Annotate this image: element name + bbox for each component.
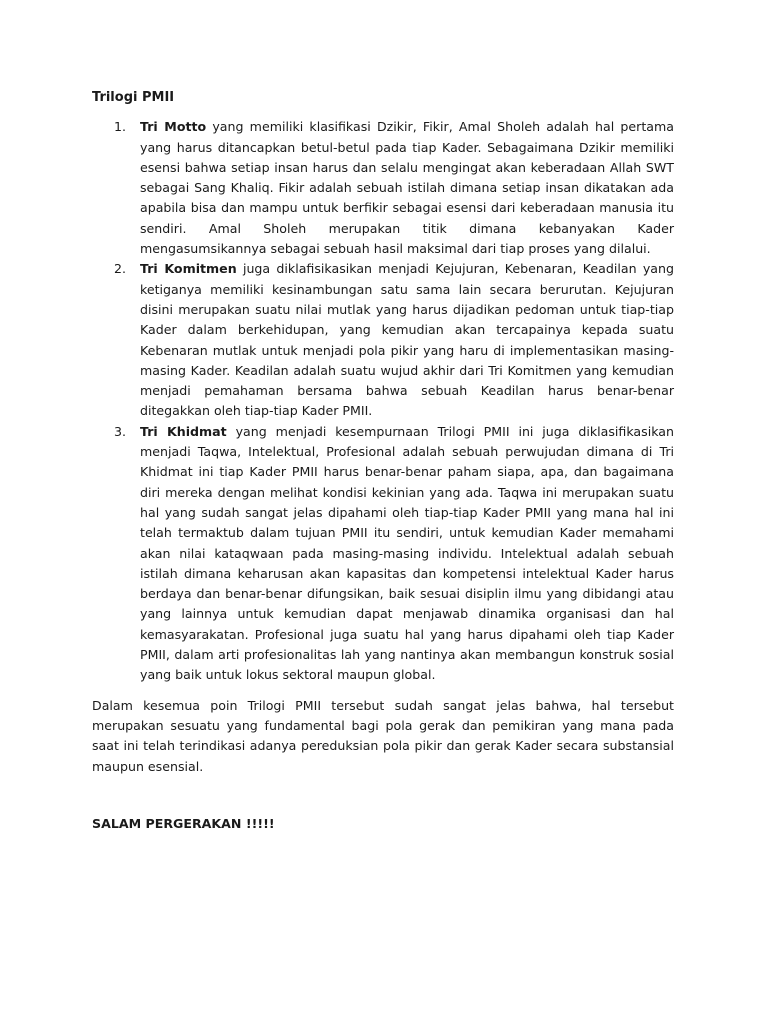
document-page bbox=[92, 88, 674, 834]
list-item-body bbox=[140, 422, 674, 686]
list-item bbox=[92, 117, 674, 259]
list-item-term: Tri Komitmen bbox=[140, 261, 237, 277]
closing-slogan: SALAM PERGERAKAN !!!!! bbox=[92, 815, 275, 831]
conclusion-paragraph: Dalam kesemua poin Trilogi PMII tersebut sudah sangat jelas bahwa, hal tersebut merupakan sesuatu yang fundamental bagi pola gerak dan pemikiran yang mana pada saat ini telah terindikasi adanya pereduksian pola pikir dan gerak Kader secara substansial maupun esensial. bbox=[92, 697, 674, 774]
list-item-body bbox=[140, 259, 674, 421]
list-item-text: juga diklafisikasikan menjadi Kejujuran, Kebenaran, Keadilan yang ketiganya memiliki kesinambungan satu sama lain secara berurutan. Kejujuran disini merupakan suatu nilai mutlak yang harus dijadikan pedoman untuk tiap-tiap Kader dalam berkehidupan, yang kemudian akan tercapainya kepada suatu Kebenaran mutlak untuk menjadi pola pikir yang haru di implementasikan masing-masing Kader. Keadilan adalah suatu wujud akhir dari Tri Komitmen yang kemudian menjadi pemahaman bersama bahwa sebuah Keadilan harus benar-benar ditegakkan oleh tiap-tiap Kader PMII. bbox=[140, 261, 674, 419]
list-item bbox=[92, 259, 674, 421]
document-title: Trilogi PMII bbox=[92, 90, 175, 105]
list-item-text: yang menjadi kesempurnaan Trilogi PMII ini juga diklasifikasikan menjadi Taqwa, Intelektual, Profesional adalah sebuah perwujudan dimana di Tri Khidmat ini tiap Kader PMII harus benar-benar paham siapa, apa, dan bagaimana diri mereka dengan melihat kondisi kekinian yang ada. Taqwa ini merupakan suatu hal yang sudah sangat jelas dipahami oleh tiap-tiap Kader PMII yang mana hal ini telah termaktub dalam tujuan PMII itu sendiri, untuk kemudian Kader memahami akan nilai kataqwaan pada masing-masing individu. Intelektual adalah sebuah istilah dimana keharusan akan kapasitas dan kompetensi intelektual Kader harus berdaya dan benar-benar difungsikan, baik sesuai disiplin ilmu yang dibidangi atau yang lainnya untuk kemudian dapat menjawab dinamika organisasi dan hal kemasyarakatan. Profesional juga suatu hal yang harus dipahami oleh tiap Kader PMII, dalam arti profesionalitas lah yang nantinya akan membangun konstruk sosial yang baik untuk lokus sektoral maupun global. bbox=[140, 423, 674, 683]
list-item-term: Tri Khidmat bbox=[140, 423, 227, 439]
list-item-body bbox=[140, 117, 674, 259]
trilogi-list bbox=[92, 117, 674, 685]
list-item-number: 1. bbox=[114, 119, 127, 135]
list-item-term: Tri Motto bbox=[140, 119, 207, 135]
list-item-number: 2. bbox=[114, 261, 127, 277]
list-item-number: 3. bbox=[114, 423, 127, 439]
list-item bbox=[92, 422, 674, 686]
list-item-text: yang memiliki klasifikasi Dzikir, Fikir, Amal Sholeh adalah hal pertama yang harus ditancapkan betul-betul pada tiap Kader. Sebagaimana Dzikir memiliki esensi bahwa setiap insan harus dan selalu mengingat akan keberadaan Allah SWT sebagai Sang Khaliq. Fikir adalah sebuah istilah dimana setiap insan dikatakan ada apabila bisa dan mampu untuk berfikir sebagai esensi dari keberadaan manusia itu sendiri. Amal Sholeh merupakan titik dimana kebanyakan Kader mengasumsikannya sebagai sebuah hasil maksimal dari tiap proses yang dilalui. bbox=[140, 119, 674, 257]
